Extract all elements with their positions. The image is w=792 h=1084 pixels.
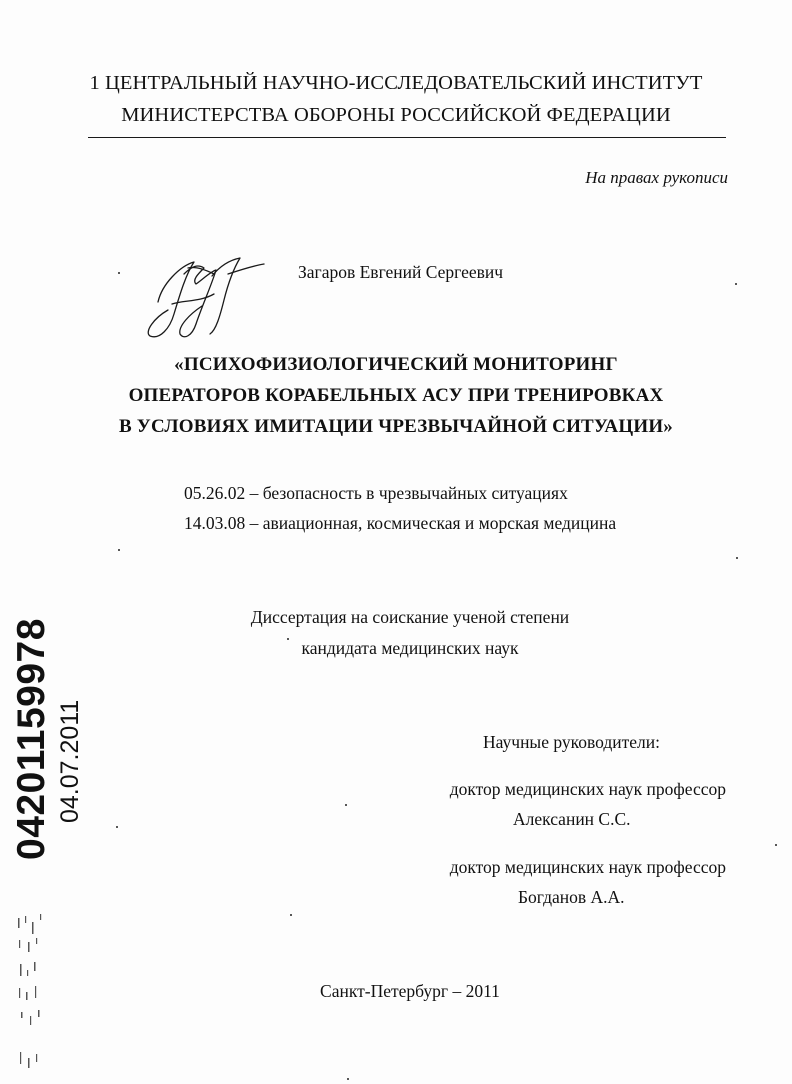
title-line-2: ОПЕРАТОРОВ КОРАБЕЛЬНЫХ АСУ ПРИ ТРЕНИРОВКАХ (128, 385, 664, 406)
author-signature-icon (140, 244, 270, 344)
supervisors-heading: Научные руководители: (483, 732, 660, 752)
institution-line-2: МИНИСТЕРСТВА ОБОРОНЫ РОССИЙСКОЙ ФЕДЕРАЦИИ (121, 104, 671, 126)
scan-speck (347, 1078, 349, 1080)
manuscript-note: На правах рукописи (585, 168, 728, 187)
scan-noise-icon (16, 912, 52, 1077)
title-line-1: «ПСИХОФИЗИОЛОГИЧЕСКИЙ МОНИТОРИНГ (174, 354, 618, 375)
city-year: Санкт-Петербург – 2011 (320, 981, 500, 1001)
scan-speck (118, 549, 120, 551)
scan-speck (118, 272, 120, 274)
library-stamp-number: 04201159978 (10, 618, 53, 860)
supervisor-2-name: Богданов А.А. (518, 887, 625, 907)
header-divider (88, 137, 726, 138)
author-name: Загаров Евгений Сергеевич (298, 262, 504, 282)
degree-line-1: Диссертация на соискание ученой степени (250, 607, 570, 627)
institution-line-1: 1 ЦЕНТРАЛЬНЫЙ НАУЧНО-ИССЛЕДОВАТЕЛЬСКИЙ ИНСТИТУТ (89, 72, 703, 94)
supervisor-1-title: доктор медицинских наук профессор (449, 779, 726, 799)
degree-line-2: кандидата медицинских наук (301, 638, 519, 658)
library-stamp-date: 04.07.2011 (56, 699, 84, 823)
title-line-3: В УСЛОВИЯХ ИМИТАЦИИ ЧРЕЗВЫЧАЙНОЙ СИТУАЦИИ» (118, 416, 673, 437)
supervisor-1-name: Алексанин С.С. (513, 809, 631, 829)
scan-speck (735, 283, 737, 285)
specialty-2: 14.03.08 – авиационная, космическая и морская медицина (184, 513, 617, 533)
scan-speck (287, 638, 289, 640)
specialty-1: 05.26.02 – безопасность в чрезвычайных ситуациях (184, 483, 568, 503)
scan-speck (345, 804, 347, 806)
scan-speck (116, 826, 118, 828)
scan-speck (736, 557, 738, 559)
scan-speck (290, 914, 292, 916)
supervisor-2-title: доктор медицинских наук профессор (449, 857, 726, 877)
scan-speck (775, 844, 777, 846)
